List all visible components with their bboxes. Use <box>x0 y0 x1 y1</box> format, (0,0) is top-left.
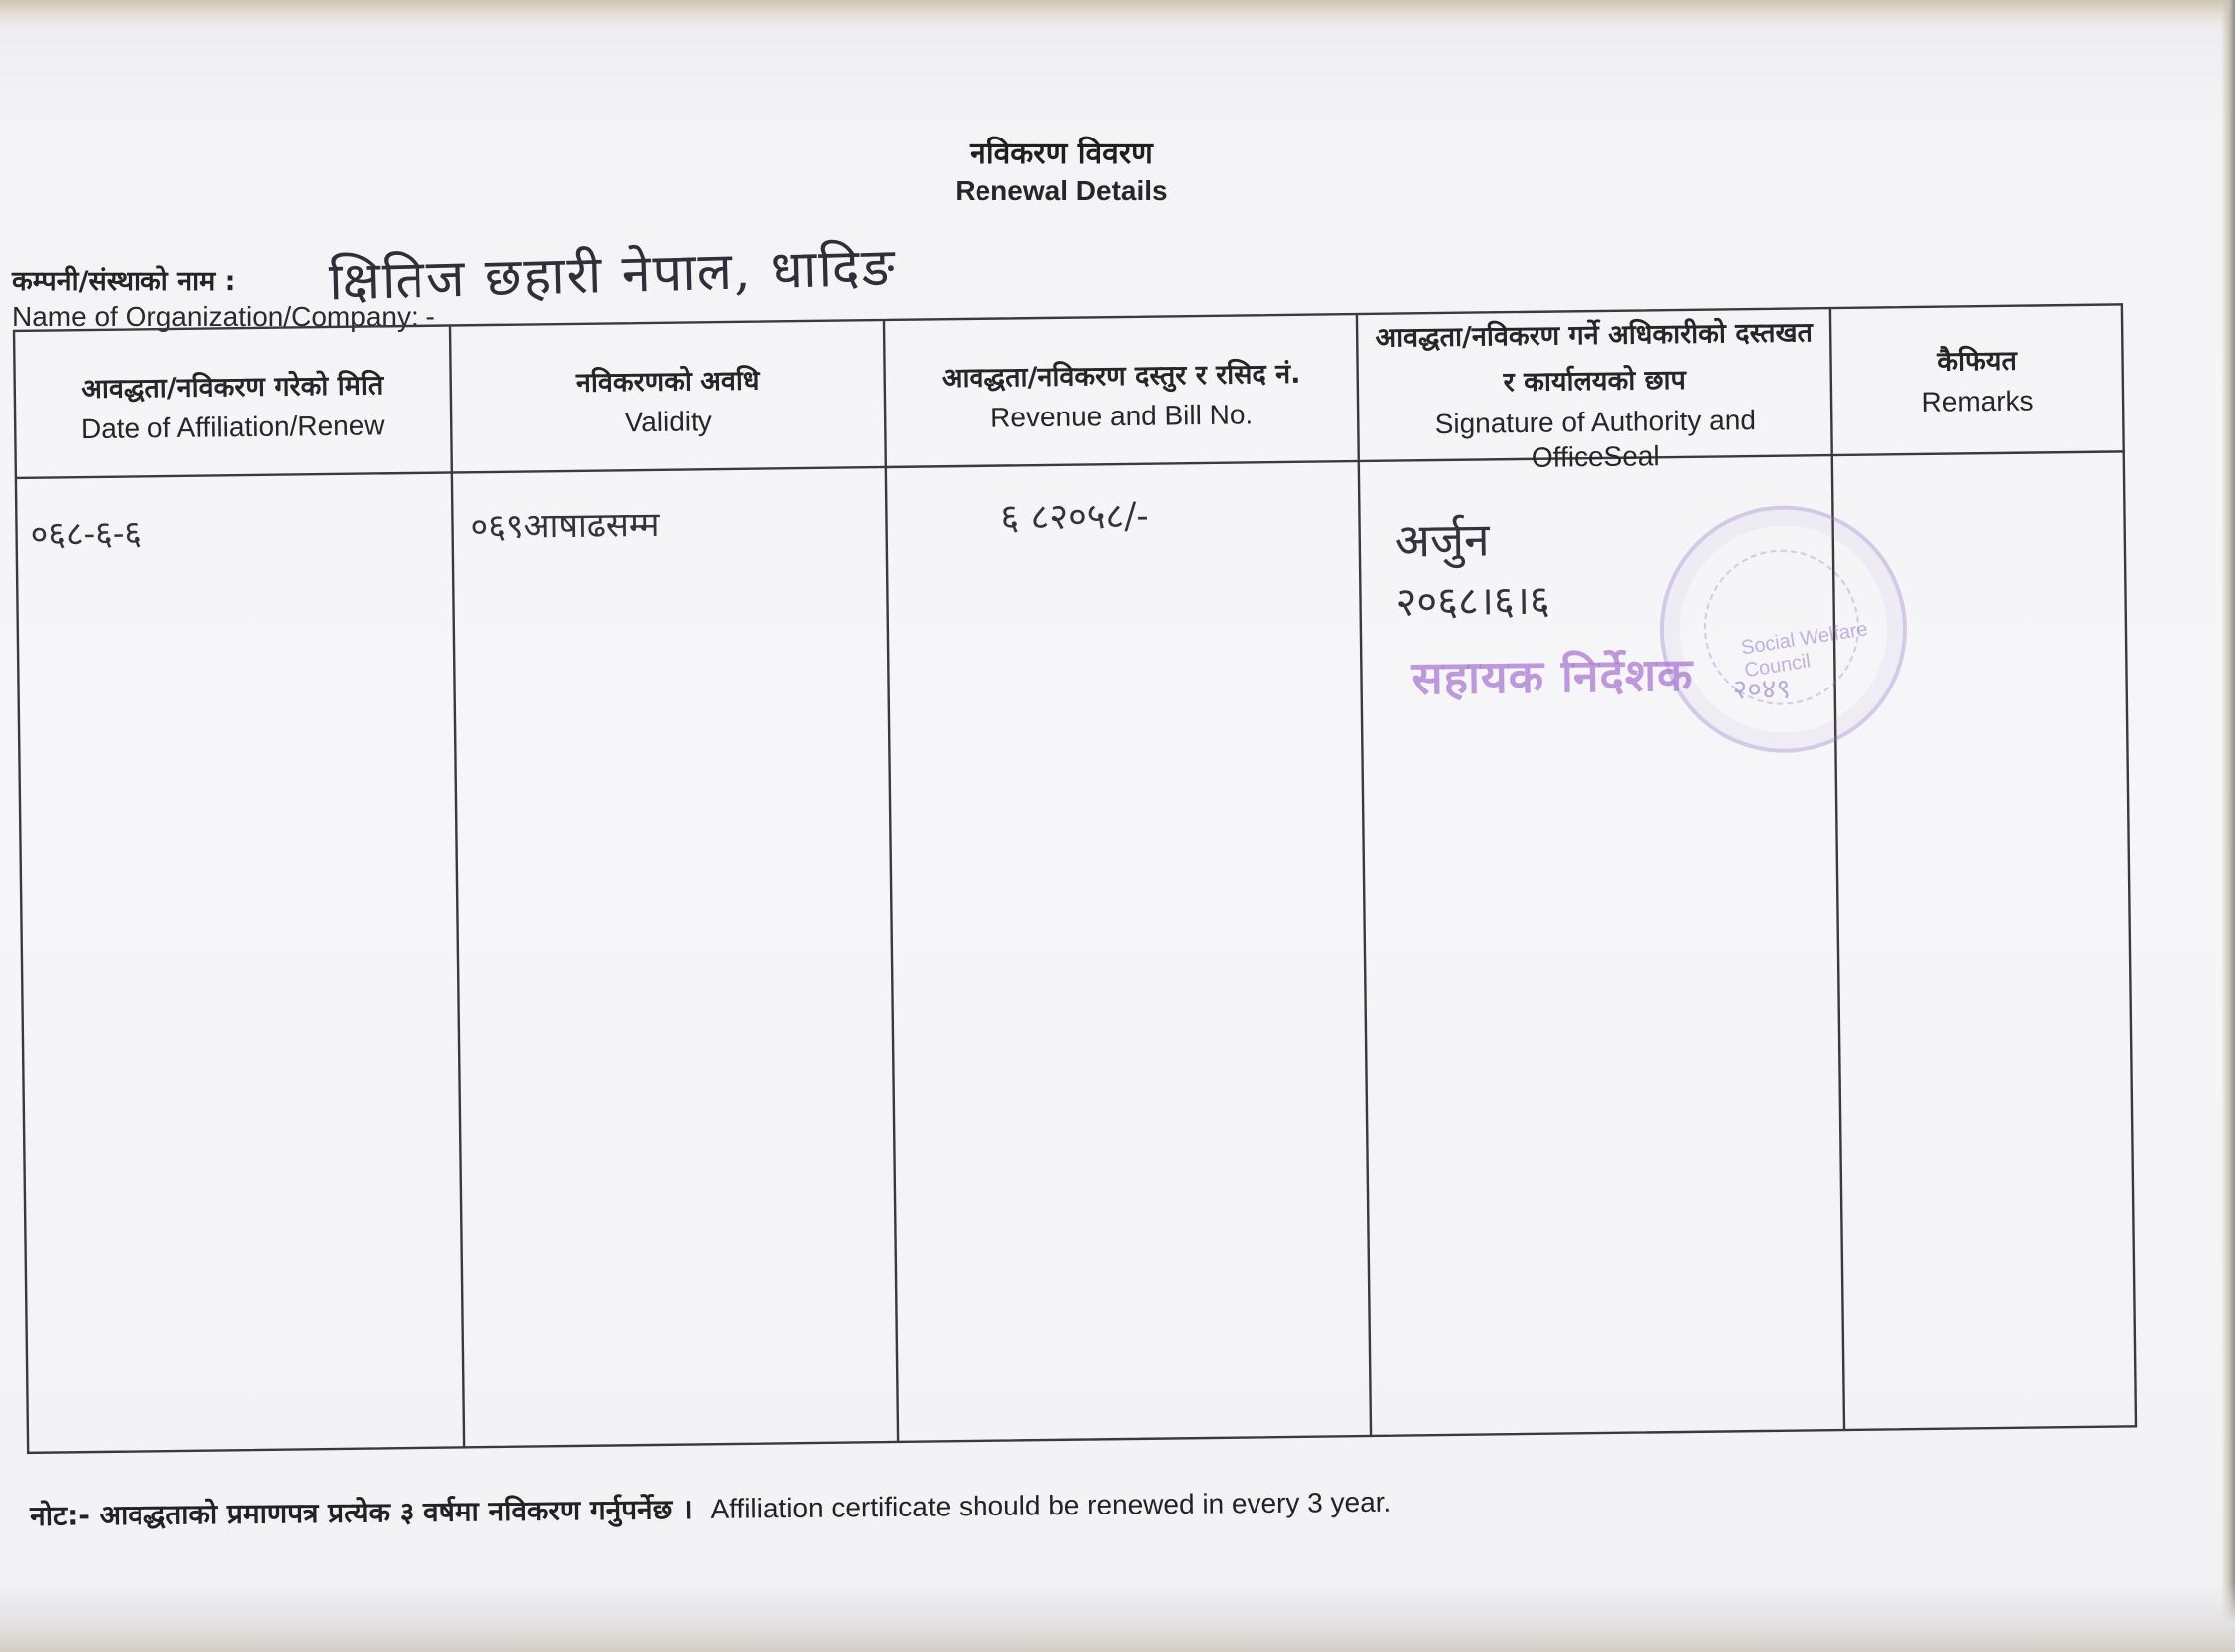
footer-note-english: Affiliation certificate should be renewed in every 3 year. <box>710 1486 1392 1524</box>
paper-bottom-edge <box>0 1582 2235 1652</box>
paper-right-edge <box>2221 0 2235 1652</box>
table-grid-lines <box>12 302 2138 1455</box>
renewal-table <box>12 302 2138 1455</box>
footer-note-nepali: नोट:- आवद्धताको प्रमाणपत्र प्रत्येक ३ वर्षमा नविकरण गर्नुपर्नेछ । <box>30 1493 693 1532</box>
column-header-date: आवद्धता/नविकरण गरेको मिति Date of Affiliation/Renew <box>80 370 385 445</box>
office-seal-text: Social Welfare Council <box>1739 618 1870 683</box>
column-header-validity: नविकरणको अवधि Validity <box>575 365 760 438</box>
footer-note <box>30 1483 1391 1534</box>
organization-label-nepali: कम्पनी/संस्थाको नाम : <box>12 266 236 297</box>
cell-signature: अर्जुन <box>1394 512 1490 568</box>
document-title-nepali: नविकरण विवरण <box>970 137 1153 171</box>
document-title-english: Renewal Details <box>955 175 1168 206</box>
column-header-remarks: कैफियत Remarks <box>1921 345 2034 417</box>
organization-label-english: Name of Organization/Company: - <box>12 301 435 332</box>
cell-date: ०६८-६-६ <box>30 513 142 555</box>
assistant-director-stamp: सहायक निर्देशक <box>1411 647 1694 705</box>
cell-signature-date: २०६८।६।६ <box>1395 577 1550 626</box>
office-seal-year: २०४९ <box>1732 672 1792 706</box>
paper-top-edge <box>0 0 2235 28</box>
cell-revenue-bill: ६ ८२०५८/- <box>1000 495 1149 539</box>
organization-name-handwritten: क्षितिज छहारी नेपाल, धादिङ <box>328 237 898 313</box>
column-header-signature: आवद्धता/नविकरण गर्ने अधिकारीको दस्तखत र कार्यालयको छाप Signature of Authority and OfficeSeal <box>1375 317 1814 473</box>
cell-validity: ०६९आषाढसम्म <box>470 504 660 548</box>
column-header-revenue-bill: आवद्धता/नविकरण दस्तुर र रसिद नं. Revenue and Bill No. <box>941 358 1301 433</box>
